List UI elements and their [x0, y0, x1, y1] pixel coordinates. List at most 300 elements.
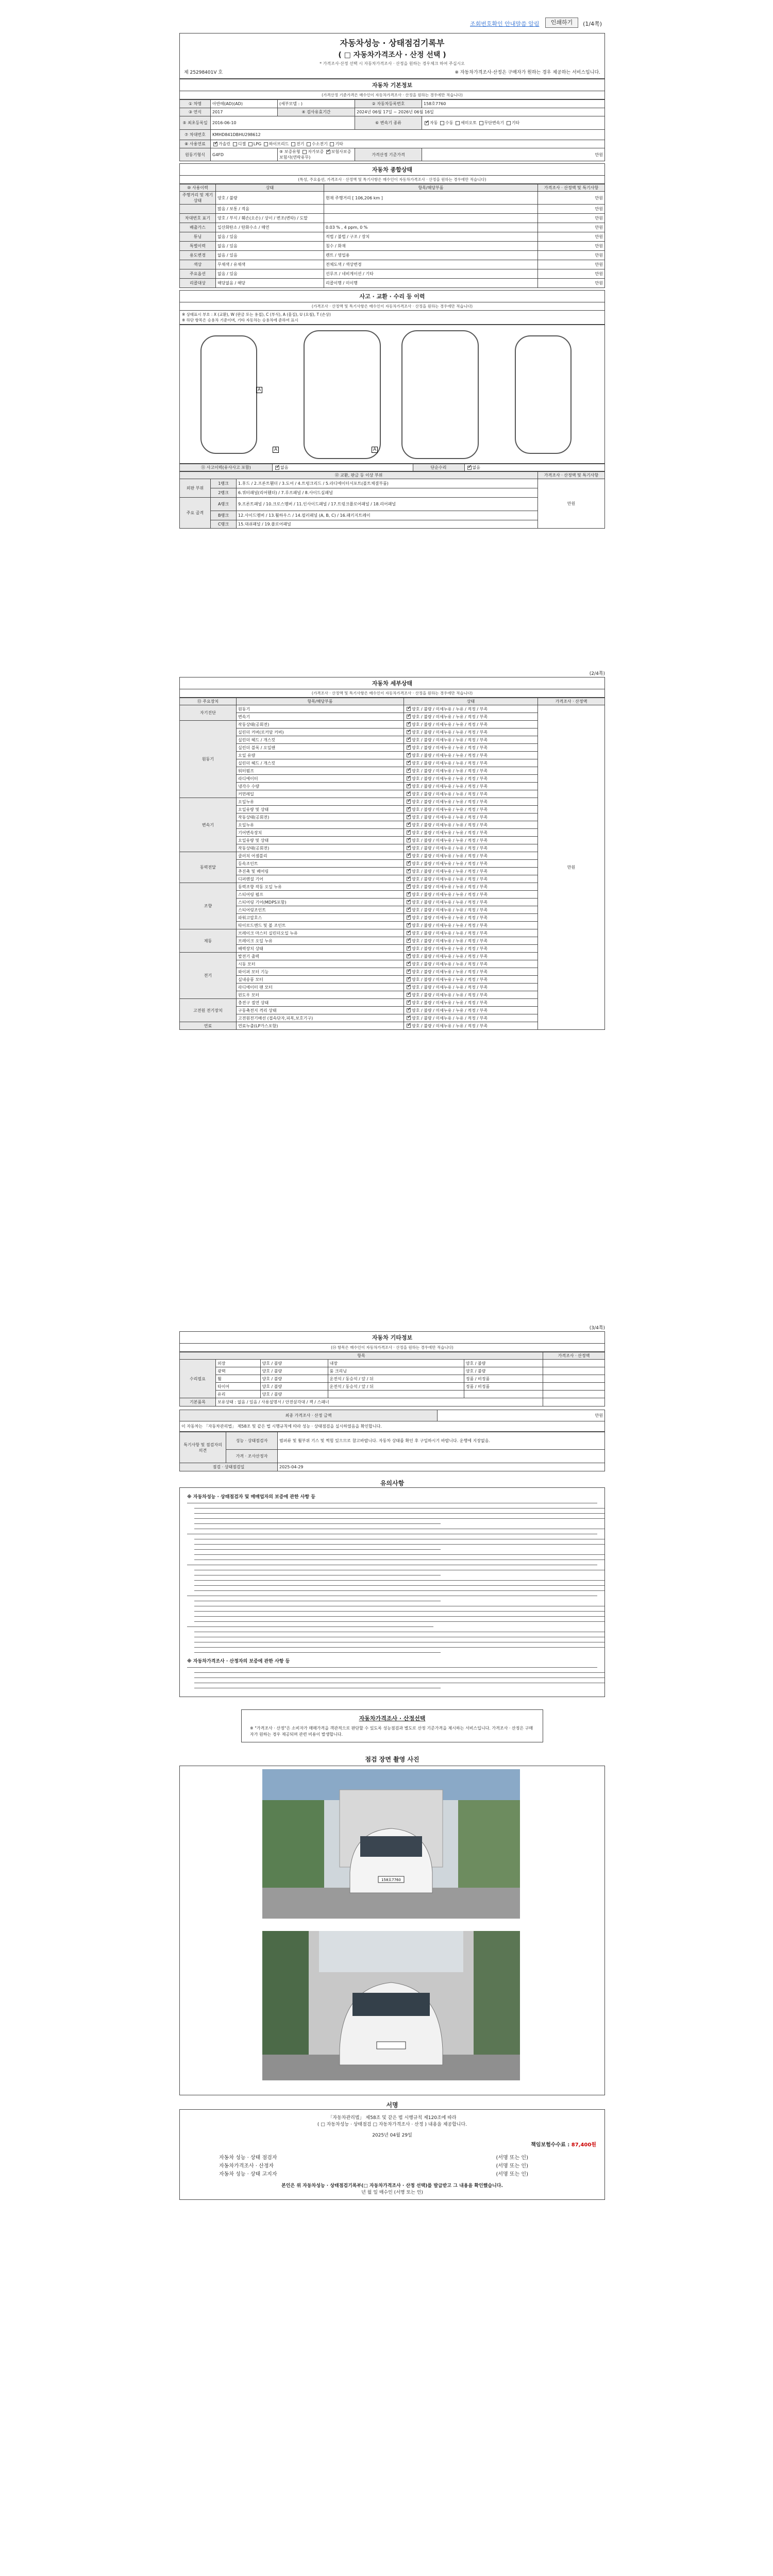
detail-state-checkbox[interactable] [407, 1016, 411, 1020]
detail-item: 브레이크 오일 누유 [237, 937, 404, 945]
final-title: 최종 가격조사 · 산정 금액 [180, 1410, 438, 1421]
date-label: 점검 · 상태점검일 [180, 1463, 278, 1471]
trans-checkbox-other[interactable] [507, 121, 511, 125]
state-cell-price: 만원 [538, 242, 605, 251]
photos-box [179, 1766, 605, 2095]
detail-col-main: ⑬ 주요장치 [180, 698, 237, 705]
notice-text-line [194, 1522, 441, 1526]
detail-state-checkbox[interactable] [407, 715, 411, 719]
page-number-3: (3/4쪽) [589, 1326, 605, 1331]
detail-state-checkbox[interactable] [407, 923, 411, 927]
detail-state: ✓ 양호 / 불량 / 미세누유 / 누유 / 적정 / 부족 [404, 744, 538, 752]
detail-state: ✓ 양호 / 불량 / 미세누유 / 누유 / 적정 / 부족 [404, 767, 538, 775]
notice-text-line [194, 1609, 604, 1613]
other-cell-a: 유리 [216, 1391, 261, 1398]
notice-sub1: ※ 자동차성능 · 상태점검자 및 매매업자의 보증에 관한 사항 등 [187, 1495, 316, 1500]
detail-state-checkbox[interactable] [407, 900, 411, 904]
trans-checkbox-cvt[interactable] [479, 121, 483, 125]
special-sub2: 가격 · 조사산정자 [226, 1450, 278, 1463]
detail-state: ✓ 양호 / 불량 / 미세누유 / 누유 / 적정 / 부족 [404, 837, 538, 844]
notice-text-line [194, 1579, 604, 1582]
basic-items: 보유상태 : 없음 / 있음 / 사용설명서 / 안전삼각대 / 잭 / 스패너 [216, 1398, 543, 1406]
detail-state-checkbox[interactable] [407, 831, 411, 835]
state-cell-price: 만원 [538, 223, 605, 232]
state-row [180, 269, 605, 279]
fuel-checkbox-electric[interactable] [291, 142, 295, 146]
detail-state-checkbox[interactable] [407, 869, 411, 873]
detail-item: 스티어링조인트 [237, 906, 404, 914]
notice-text-line [194, 1686, 441, 1690]
notice-text-line [187, 1532, 597, 1536]
history-label: ⑪ 사고이력(유사사고 포함) [180, 464, 273, 471]
detail-row [180, 705, 605, 713]
print-button[interactable]: 인쇄하기 [545, 18, 578, 28]
trans-checkbox-auto[interactable] [425, 121, 429, 125]
rank2-items: 6.쿼터패널(리어휀더) / 7.루프패널 / 8.사이드실패널 [237, 488, 538, 498]
sign-text-2: ( □ 자동차성능 · 상태점검 □ 자동차가격조사 · 산정 ) 내용을 제공합니다. [317, 2122, 467, 2127]
detail-item: 원동기 [237, 705, 404, 713]
other-price-cell [543, 1360, 605, 1367]
rank2-label: 2랭크 [211, 488, 237, 498]
detail-state-checkbox[interactable] [407, 784, 411, 788]
document-title: 자동차성능 · 상태점검기록부 [340, 38, 445, 48]
detail-state-checkbox[interactable] [407, 838, 411, 842]
state-cell-label: 리콜대상 [180, 279, 216, 288]
notice-text-line [194, 1651, 441, 1654]
detail-state-checkbox[interactable] [407, 954, 411, 958]
detail-state: ✓ 양호 / 불량 / 미세누유 / 누유 / 적정 / 부족 [404, 705, 538, 713]
detail-item: 와이퍼 모터 기능 [237, 968, 404, 976]
reg-no-label: ② 자동차등록번호 [355, 100, 422, 108]
car-name-label: ① 차명 [180, 100, 211, 108]
sign-role-2: 자동차가격조사 · 산정자 [219, 2163, 274, 2169]
simple-repair-value: ✓ 없음 [464, 464, 605, 471]
page-1 [179, 33, 605, 667]
state-cell-label: 주행거리 및 계기상태 [180, 192, 216, 205]
other-price-cell [543, 1375, 605, 1383]
car-name: 아반떼(AD)(AD) [211, 100, 278, 108]
detail-state: ✓ 양호 / 불량 / 미세누유 / 누유 / 적정 / 부족 [404, 906, 538, 914]
accident-title: 사고 · 교환 · 수리 등 이력 [179, 290, 605, 302]
detail-item: 윈도우 모터 [237, 991, 404, 999]
inspection-period: 2024년 06월 17일 ~ 2026년 06월 16일 [355, 108, 605, 116]
state-cell-state: 없음 / 있음 [216, 232, 324, 242]
state-cell-label: 주요옵션 [180, 269, 216, 279]
detail-state: ✓ 양호 / 불량 / 미세누유 / 누유 / 적정 / 부족 [404, 875, 538, 883]
detail-group-name: 연료 [180, 1022, 237, 1030]
state-cell-state: 일산화탄소 / 탄화수소 / 매연 [216, 223, 324, 232]
final-note: 이 자동차는 「자동차관리법」 제58조 및 같은 법 시행규칙에 따라 성능 · 상태점검을 실시하였음을 확인합니다. [180, 1421, 605, 1432]
notice-text-line [187, 1666, 597, 1669]
vin: KMHD841DBHU298612 [211, 130, 605, 140]
special-label: 특기사항 및 점검자의 의견 [180, 1432, 226, 1463]
fuel-options: ✓ 가솔린 디젤 LPG 하이브리드 전기 수소전기 기타 [211, 140, 605, 148]
detail-item: 작동상태(공회전) [237, 814, 404, 821]
detail-subtitle: (가격조사 · 산정액 및 특기사항은 매수인이 자동차가격조사 · 산정을 원하는 경우에만 적습니다) [179, 689, 605, 698]
first-reg-label: ⑤ 최초등록일 [180, 116, 211, 130]
doc-number: 제 25298401V 호 [184, 70, 223, 75]
state-cell-price: 만원 [538, 260, 605, 269]
notice-text-line [194, 1537, 604, 1541]
detail-col-price: 가격조사 · 산정액 [538, 698, 605, 705]
trans-options: ✓ 자동 수동 세미오토 무단변속기 기타 [422, 116, 605, 130]
sign-text-1: 「자동차관리법」 제58조 및 같은 법 시행규칙 제120조에 따라 [328, 2115, 457, 2121]
detail-state: ✓ 양호 / 불량 / 미세누유 / 누유 / 적정 / 부족 [404, 752, 538, 759]
fuel-checkbox-hydrogen[interactable] [307, 142, 311, 146]
detail-item: 실린더 커버(로커암 커버) [237, 728, 404, 736]
state-row [180, 279, 605, 288]
sign-mark-2: (서명 또는 인) [496, 2163, 528, 2169]
detail-state-checkbox[interactable] [407, 885, 411, 889]
detail-state: ✓ 양호 / 불량 / 미세누유 / 누유 / 적정 / 부족 [404, 868, 538, 875]
detail-state: ✓ 양호 / 불량 / 미세누유 / 누유 / 적정 / 부족 [404, 759, 538, 767]
detail-state-checkbox[interactable] [407, 846, 411, 850]
reg-no: 158호7760 [422, 100, 605, 108]
notice-text-line [194, 1512, 604, 1515]
inspection-label: ④ 검사유효기간 [278, 108, 355, 116]
detail-item: 오일누유 [237, 798, 404, 806]
state-subtitle: (특성, 주요옵션, 가격조사 · 산정액 및 특기사항은 매수인이 자동차가격조사 · 산정을 원하는 경우에만 적습니다) [179, 176, 605, 184]
detail-state: ✓ 양호 / 불량 / 미세누유 / 누유 / 적정 / 부족 [404, 891, 538, 899]
detail-state: ✓ 양호 / 불량 / 미세누유 / 누유 / 적정 / 부족 [404, 929, 538, 937]
confirm-link[interactable]: 조회번호확인 안내말씀 알림 [470, 21, 540, 27]
detail-item: 오일유량 및 상태 [237, 837, 404, 844]
page-number-1: (1/4쪽) [583, 21, 602, 27]
detail-state-checkbox[interactable] [407, 815, 411, 819]
other-row [180, 1360, 605, 1367]
detail-state-checkbox[interactable] [407, 745, 411, 750]
other-row [180, 1391, 605, 1398]
rankA-label: A랭크 [211, 498, 237, 511]
warranty-checkbox-self[interactable] [303, 150, 307, 154]
detail-state: ✓ 양호 / 불량 / 미세누유 / 누유 / 적정 / 부족 [404, 713, 538, 721]
detail-state: ✓ 양호 / 불량 / 미세누유 / 누유 / 적정 / 부족 [404, 1022, 538, 1030]
photos-title: 점검 장면 촬영 사진 [365, 1756, 419, 1763]
exchange-table [179, 471, 605, 529]
detail-state-checkbox[interactable] [407, 970, 411, 974]
detail-item: 냉각수 수량 [237, 783, 404, 790]
basic-info-title: 자동차 기본정보 [179, 79, 605, 91]
choice-box [241, 1709, 543, 1742]
detail-col-state: 상태 [404, 698, 538, 705]
detail-state-checkbox[interactable] [407, 707, 411, 711]
detail-state: ✓ 양호 / 불량 / 미세누유 / 누유 / 적정 / 부족 [404, 860, 538, 868]
rank1-label: 1랭크 [211, 479, 237, 488]
other-cell-b: 양호 / 불량 [260, 1391, 328, 1398]
state-cell-state: 무채색 / 유채색 [216, 260, 324, 269]
fee-value: 87,400원 [571, 2142, 596, 2148]
detail-state-checkbox[interactable] [407, 792, 411, 796]
state-cell-label: 용도변경 [180, 251, 216, 260]
detail-item: 배력장치 상태 [237, 945, 404, 953]
state-cell-state: 없음 / 있음 [216, 269, 324, 279]
state-cell-detail: 적법 / 불법 / 구조 / 장치 [324, 232, 538, 242]
state-row [180, 205, 605, 214]
notice-text-line [194, 1548, 441, 1551]
special-sub1: 성능 · 상태점검자 [226, 1432, 278, 1450]
rankC-label: C랭크 [211, 520, 237, 529]
state-row [180, 214, 605, 223]
receiver-text: 본인은 위 자동차성능 · 상태점검기록부(□ 자동차가격조사 · 산정 선택)를 발급받고 그 내용을 확인했습니다. [281, 2183, 503, 2189]
detail-group-name: 변속기 [180, 798, 237, 852]
state-cell-label: 차대번호 표기 [180, 214, 216, 223]
notice-text-line [194, 1589, 604, 1592]
frame-label: 주요 골격 [180, 498, 211, 529]
notice-text-line [194, 1604, 604, 1608]
other-cell-c [328, 1391, 464, 1398]
detail-model: (세부모델 : ) [278, 100, 355, 108]
damage-mark-3: A [372, 447, 378, 453]
detail-state-checkbox[interactable] [407, 1001, 411, 1005]
fuel-checkbox-gasoline[interactable] [213, 142, 217, 146]
state-table [179, 184, 605, 288]
detail-state-checkbox[interactable] [407, 807, 411, 811]
detail-state: ✓ 양호 / 불량 / 미세누유 / 누유 / 적정 / 부족 [404, 736, 538, 744]
detail-state-checkbox[interactable] [407, 892, 411, 896]
sign-box [179, 2109, 605, 2200]
receiver-sign: 년 월 일 매수인 (서명 또는 인) [361, 2190, 423, 2195]
detail-item: 브레이크 마스터 실린더오일 누유 [237, 929, 404, 937]
document-subtitle: ( □ 자동차가격조사 · 산정 선택 ) [338, 51, 446, 59]
other-row [180, 1375, 605, 1383]
state-row [180, 251, 605, 260]
sign-role-1: 자동차 성능 · 상태 점검자 [219, 2155, 277, 2161]
other-price-cell [543, 1383, 605, 1391]
detail-item: 스티어링 펌프 [237, 891, 404, 899]
detail-item: 오일 유량 [237, 752, 404, 759]
detail-state: ✓ 양호 / 불량 / 미세누유 / 누유 / 적정 / 부족 [404, 728, 538, 736]
repair-needed-label: 수리필요 [180, 1360, 216, 1398]
trans-label: ⑥ 변속기 종류 [355, 116, 422, 130]
history-value: ✓ 없음 [273, 464, 413, 471]
detail-item: 스티어링 기어(MDPS포함) [237, 899, 404, 906]
state-cell-price: 만원 [538, 214, 605, 223]
basic-info-subtitle: (가격산정 기준가격은 매수인이 자동차가격조사 · 산정을 원하는 경우에만 적습니다) [179, 91, 605, 99]
notice-text-line [194, 1568, 604, 1572]
trans-checkbox-semi[interactable] [456, 121, 460, 125]
detail-state-checkbox[interactable] [407, 939, 411, 943]
detail-state-checkbox[interactable] [407, 946, 411, 951]
state-cell-price: 만원 [538, 192, 605, 205]
other-cell-c: 운전석 / 동승석 / 앞 / 뒤 [328, 1375, 464, 1383]
detail-state: ✓ 양호 / 불량 / 미세누유 / 누유 / 적정 / 부족 [404, 721, 538, 728]
detail-state-checkbox[interactable] [407, 1024, 411, 1028]
detail-item: 라디에이터 팬 모터 [237, 984, 404, 991]
detail-state: ✓ 양호 / 불량 / 미세누유 / 누유 / 적정 / 부족 [404, 775, 538, 783]
accident-legend-2: ※ 하단 항목은 승용차 기준이며, 기타 자동차는 승용차에 준하여 표시 [182, 318, 298, 323]
other-cell-b: 양호 / 불량 [260, 1383, 328, 1391]
fuel-checkbox-diesel[interactable] [233, 142, 237, 146]
state-cell-state: 없음 / 있음 [216, 251, 324, 260]
state-cell-state: 양호 / 불량 [216, 192, 324, 205]
notice-text-line [194, 1676, 604, 1680]
other-cell-d: 정품 / 비정품 [464, 1383, 543, 1391]
state-cell-price: 만원 [538, 251, 605, 260]
notice-sub2: ※ 자동차가격조사 · 산정자의 보증에 관한 사항 등 [187, 1659, 290, 1664]
engine: G4FD [211, 148, 278, 161]
detail-item: 동력조향 작동 오일 누유 [237, 883, 404, 891]
detail-state-checkbox[interactable] [407, 861, 411, 866]
state-cell-state: 없음 / 있음 [216, 242, 324, 251]
detail-state-checkbox[interactable] [407, 1008, 411, 1012]
price-basis-label: 가격산정 기준가격 [355, 148, 422, 161]
detail-state-checkbox[interactable] [407, 776, 411, 781]
state-col-usage: ⑩ 사용이력 [180, 184, 216, 192]
fuel-checkbox-other[interactable] [330, 142, 334, 146]
detail-state: ✓ 양호 / 불량 / 미세누유 / 누유 / 적정 / 부족 [404, 821, 538, 829]
rankC-items: 15.대쉬패널 / 19.플로어패널 [237, 520, 538, 529]
detail-group-name: 동력전달 [180, 852, 237, 883]
rankB-items: 12.사이드멤버 / 13.휠하우스 / 14.필러패널 (A, B, C) / 16.패키지트레이 [237, 511, 538, 520]
state-cell-detail: 전체도색 / 색상변경 [324, 260, 538, 269]
detail-state: ✓ 양호 / 불량 / 미세누유 / 누유 / 적정 / 부족 [404, 806, 538, 814]
detail-state-checkbox[interactable] [407, 761, 411, 765]
warranty-options: ⑨ 보증유형 자가보증 ✓ 보험사보증 보험사(연락유무) [278, 148, 355, 161]
detail-item: 실내송풍 모터 [237, 976, 404, 984]
state-cell-price: 만원 [538, 205, 605, 214]
basic-items-label: 기본품목 [180, 1398, 216, 1406]
notice-text-line [194, 1635, 604, 1639]
notice-text-line [194, 1681, 604, 1685]
state-cell-label: 특별이력 [180, 242, 216, 251]
exchange-label: ⑫ 교환, 판금 등 이상 부위 [180, 472, 538, 479]
detail-state-checkbox[interactable] [407, 993, 411, 997]
detail-item: 작동상태(공회전) [237, 844, 404, 852]
fuel-checkbox-lpg[interactable] [248, 142, 253, 146]
detail-state-checkbox[interactable] [407, 877, 411, 881]
other-cell-b: 양호 / 불량 [260, 1367, 328, 1375]
detail-state: ✓ 양호 / 불량 / 미세누유 / 누유 / 적정 / 부족 [404, 968, 538, 976]
detail-state-checkbox[interactable] [407, 823, 411, 827]
state-row [180, 242, 605, 251]
notice-text-line [194, 1543, 604, 1546]
detail-state: ✓ 양호 / 불량 / 미세누유 / 누유 / 적정 / 부족 [404, 899, 538, 906]
state-cell-price: 만원 [538, 269, 605, 279]
sign-mark-3: (서명 또는 인) [496, 2172, 528, 2177]
warranty-checkbox-insurer[interactable] [326, 150, 330, 154]
detail-state: ✓ 양호 / 불량 / 미세누유 / 누유 / 적정 / 부족 [404, 844, 538, 852]
state-cell-label [180, 205, 216, 214]
notice-text-line [194, 1630, 604, 1634]
trans-checkbox-manual[interactable] [440, 121, 444, 125]
sign-title: 서명 [386, 2102, 398, 2109]
accident-legend-1: ※ 상태표시 부호 : X (교환), W (판금 또는 용접), C (부식), A (흠집), U (요철), T (손상) [182, 312, 331, 317]
basic-info-table [179, 99, 605, 161]
detail-state-checkbox[interactable] [407, 977, 411, 981]
fee-line [188, 2140, 596, 2148]
other-cell-b: 양호 / 불량 [260, 1375, 328, 1383]
choice-title: 자동차가격조사 · 산정선택 [359, 1715, 426, 1722]
car-right-view [515, 335, 572, 454]
other-cell-a: 타이어 [216, 1383, 261, 1391]
notice-text-line [194, 1517, 604, 1520]
notice-text-line [194, 1573, 441, 1577]
detail-state: ✓ 양호 / 불량 / 미세누유 / 누유 / 적정 / 부족 [404, 991, 538, 999]
other-cell-d: 정품 / 비정품 [464, 1375, 543, 1383]
other-cell-c: 룸 크리닝 [328, 1367, 464, 1375]
page-3 [179, 1324, 605, 2561]
notice-text-line [194, 1527, 604, 1531]
state-cell-label: 배출가스 [180, 223, 216, 232]
detail-item: 작동상태(공회전) [237, 721, 404, 728]
rankB-label: B랭크 [211, 511, 237, 520]
other-subtitle: (⑭ 항목은 매수인이 자동차가격조사 · 산정을 원하는 경우에만 적습니다) [179, 1344, 605, 1352]
state-cell-state: 많음 / 보통 / 적음 [216, 205, 324, 214]
other-col-price: 가격조사 · 산정액 [543, 1352, 605, 1360]
first-reg: 2016-06-10 [211, 116, 355, 130]
fuel-checkbox-hybrid[interactable] [264, 142, 268, 146]
detail-item: 디퍼렌셜 기어 [237, 875, 404, 883]
notice-text-line [194, 1671, 604, 1674]
detail-state: ✓ 양호 / 불량 / 미세누유 / 누유 / 적정 / 부족 [404, 976, 538, 984]
state-row [180, 260, 605, 269]
detail-state: ✓ 양호 / 불량 / 미세누유 / 누유 / 적정 / 부족 [404, 953, 538, 960]
other-price-cell [543, 1391, 605, 1398]
detail-state-checkbox[interactable] [407, 730, 411, 734]
detail-item: 시동 모터 [237, 960, 404, 968]
special-table [179, 1432, 605, 1471]
detail-state-checkbox[interactable] [407, 962, 411, 966]
detail-state: ✓ 양호 / 불량 / 미세누유 / 누유 / 적정 / 부족 [404, 814, 538, 821]
notice-title: 유의사항 [179, 1479, 605, 1488]
detail-group-name: 고전원 전기장치 [180, 999, 237, 1022]
detail-item: 연료누출(LP가스포함) [237, 1022, 404, 1030]
detail-table [179, 698, 605, 1030]
state-cell-detail [324, 205, 538, 214]
final-price-table [179, 1410, 605, 1432]
rankA-items: 9.프론트패널 / 10.크로스멤버 / 11.인사이드패널 / 17.트렁크플로어패널 / 18.리어패널 [237, 498, 538, 511]
detail-state-checkbox[interactable] [407, 985, 411, 989]
state-cell-price: 만원 [538, 232, 605, 242]
photo-rear [262, 1931, 520, 2080]
detail-state-checkbox[interactable] [407, 908, 411, 912]
other-table [179, 1352, 605, 1406]
vin-label: ⑦ 차대번호 [180, 130, 211, 140]
detail-state: ✓ 양호 / 불량 / 미세누유 / 누유 / 적정 / 부족 [404, 999, 538, 1007]
state-title: 자동차 종합상태 [179, 163, 605, 176]
notice-text-line [194, 1584, 604, 1587]
detail-item: 실린더 헤드 / 개스킷 [237, 759, 404, 767]
state-cell-detail: 침수 / 화재 [324, 242, 538, 251]
state-col-item: 항목/해당부품 [324, 184, 538, 192]
detail-state-checkbox[interactable] [407, 916, 411, 920]
detail-state-checkbox[interactable] [407, 800, 411, 804]
notice-text-line [194, 1506, 604, 1510]
detail-state: ✓ 양호 / 불량 / 미세누유 / 누유 / 적정 / 부족 [404, 1014, 538, 1022]
detail-state-checkbox[interactable] [407, 931, 411, 935]
detail-item: 오일유량 및 상태 [237, 806, 404, 814]
state-cell-detail [324, 214, 538, 223]
detail-state: ✓ 양호 / 불량 / 미세누유 / 누유 / 적정 / 부족 [404, 783, 538, 790]
top-bar [179, 15, 605, 33]
other-cell-c: 운전석 / 동승석 / 앞 / 뒤 [328, 1383, 464, 1391]
year-label: ③ 연식 [180, 108, 211, 116]
price-basis-unit: 만원 [422, 148, 605, 161]
car-left-view [200, 335, 257, 454]
detail-state-checkbox[interactable] [407, 769, 411, 773]
detail-item: 파워고압호스 [237, 914, 404, 922]
detail-state-checkbox[interactable] [407, 722, 411, 726]
detail-item: 충전구 절연 상태 [237, 999, 404, 1007]
other-cell-d [464, 1391, 543, 1398]
exchange-price: 만원 [538, 479, 605, 529]
detail-state-checkbox[interactable] [407, 753, 411, 757]
other-col-item: 항목 [180, 1352, 543, 1360]
detail-state-checkbox[interactable] [407, 738, 411, 742]
detail-state-checkbox[interactable] [407, 854, 411, 858]
state-cell-state: 해당없음 / 해당 [216, 279, 324, 288]
detail-title: 자동차 세부상태 [179, 677, 605, 689]
